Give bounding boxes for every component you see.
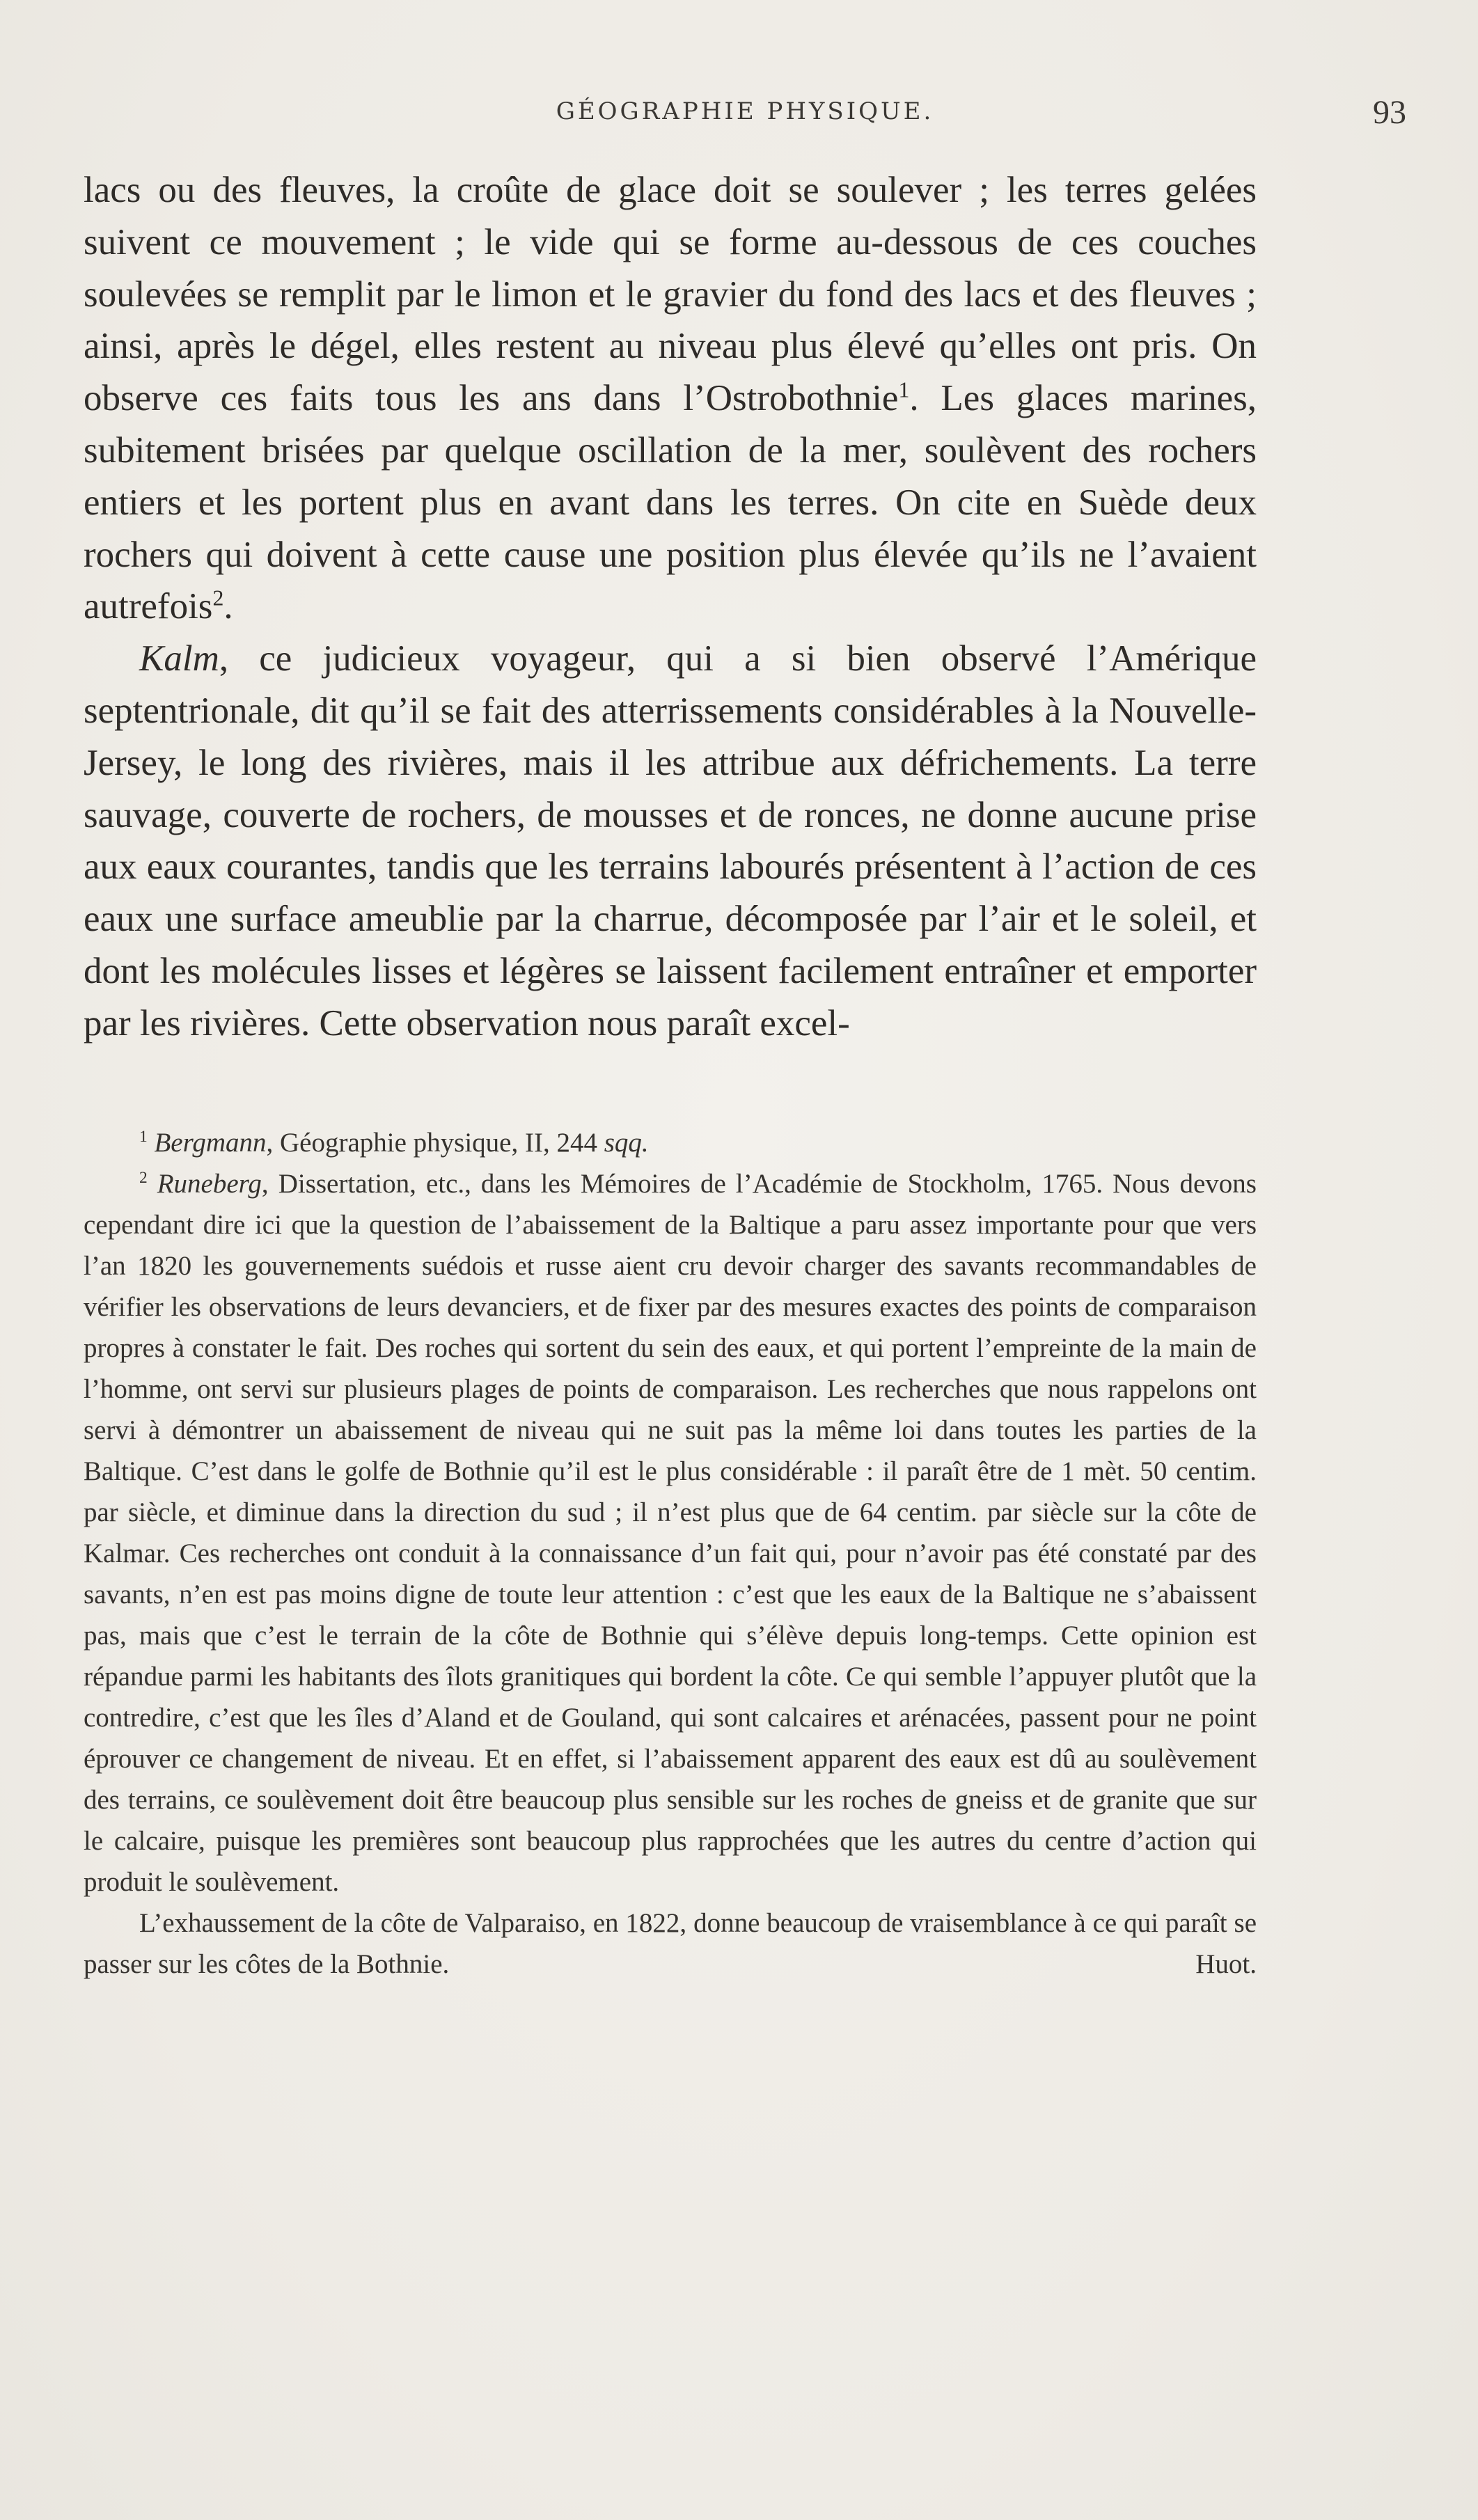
- paragraph-1-text-b: . Les glaces marines, subitement brisées par quelque oscillation de la mer, soulèvent des rochers entiers et les portent plus en avant dans les terres. On cite en Suède deux rochers qui doivent à cette cause une position plus élevée qu’ils ne l’avaient autrefois: [84, 378, 1257, 627]
- footnote-1-author: Bergmann: [154, 1128, 267, 1158]
- author-name-kalm: Kalm: [139, 638, 219, 679]
- paragraph-2: [84, 633, 1257, 1049]
- page-number: 93: [1373, 94, 1406, 131]
- footnote-2-author: Runeberg: [157, 1169, 262, 1199]
- footnote-1-sqq: sqq.: [604, 1128, 649, 1158]
- page-header: [84, 94, 1406, 139]
- paragraph-1-text-a: lacs ou des fleuves, la croûte de glace doit se soulever ; les terres gelées suivent ce mouvement ; le vide qui se forme au-dessous de ces couches soulevées se remplit par le limon et le gravier du fond des lacs et des fleuves ; ainsi, après le dégel, elles restent au niveau plus élevé qu’elles ont pris. On observe ces faits tous les ans dans l’Ostrobothnie: [84, 170, 1257, 419]
- main-text: [84, 164, 1257, 1050]
- footnote-2: [84, 1163, 1257, 1903]
- footnote-1: [84, 1122, 1257, 1163]
- paragraph-1: [84, 164, 1257, 633]
- footnote-1-mark: 1: [139, 1128, 148, 1146]
- footnote-signature: Huot.: [1195, 1949, 1257, 1979]
- footnote-3-text: L’exhaussement de la côte de Valparaiso, en 1822, donne beaucoup de vraisemblance à ce qui paraît se passer sur les côtes de la Bothnie.: [84, 1908, 1257, 1979]
- footnotes: [84, 1122, 1257, 1985]
- footnote-2-text: , Dissertation, etc., dans les Mémoires de l’Académie de Stockholm, 1765. Nous devons cependant dire ici que la question de l’abaissement de la Baltique a paru assez importante pour que vers l’an 1820 les gouvernements suédois et russe aient cru devoir charger des savants recommandables de vérifier les observations de leurs devanciers, et de fixer par des mesures exactes des points de comparaison propres à constater le fait. Des roches qui sortent du sein des eaux, et qui portent l’empreinte de la main de l’homme, ont servi sur plusieurs plages de points de comparaison. Les recherches que nous rappelons ont servi à démontrer un abaissement de niveau qui ne suit pas la même loi dans toutes les parties de la Baltique. C’est dans le golfe de Bothnie qu’il est le plus considérable : il paraît être de 1 mèt. 50 centim. par siècle, et diminue dans la direction du sud ; il n’est plus que de 64 centim. par siècle sur la côte de Kalmar. Ces recherches ont conduit à la connaissance d’un fait qui, pour n’avoir pas été constaté par des savants, n’en est pas moins digne de toute leur attention : c’est que les eaux de la Baltique ne s’abaissent pas, mais que c’est le terrain de la côte de Bothnie qui s’élève depuis long-temps. Cette opinion est répandue parmi les habitants des îlots granitiques qui bordent la côte. Ce qui semble l’appuyer plutôt que la contredire, c’est que les îles d’Aland et de Gouland, qui sont calcaires et arénacées, passent pour ne point éprouver ce changement de niveau. Et en effet, si l’abaissement apparent des eaux est dû au soulèvement des terrains, ce soulèvement doit être beaucoup plus sensible sur les roches de gneiss et de granite que sur le calcaire, puisque les premières sont beaucoup plus rapprochées que les autres du centre d’action qui produit le soulèvement.: [84, 1169, 1257, 1897]
- footnote-ref-2: 2: [212, 585, 224, 611]
- footnote-2-mark: 2: [139, 1169, 148, 1187]
- running-head: GÉOGRAPHIE PHYSIQUE.: [556, 97, 934, 125]
- footnote-ref-1: 1: [898, 377, 910, 402]
- footnote-3: [84, 1903, 1257, 1985]
- paragraph-2-text: , ce judicieux voyageur, qui a si bien observé l’Amérique septentrionale, dit qu’il se fait des atterrissements considérables à la Nouvelle-Jersey, le long des rivières, mais il les attribue aux défrichements. La terre sauvage, couverte de rochers, de mousses et de ronces, ne donne aucune prise aux eaux courantes, tandis que les terrains labourés présentent à l’action de ces eaux une surface ameublie par la charrue, décomposée par l’air et le soleil, et dont les molécules lisses et légères se laissent facilement entraîner et emporter par les rivières. Cette observation nous paraît excel-: [84, 638, 1257, 1044]
- footnote-1-text: , Géographie physique, II, 244: [266, 1128, 604, 1158]
- paragraph-1-text-c: .: [223, 586, 233, 627]
